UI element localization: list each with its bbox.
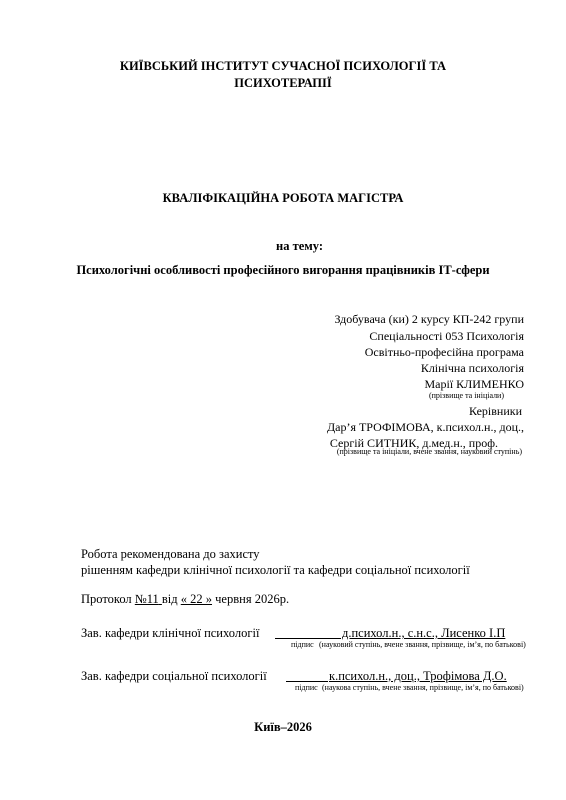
supervisor-1: Дар’я ТРОФІМОВА, к.психол.н., доц., <box>326 420 524 434</box>
head1-value: д.психол.н., с.н.с., Лисенко І.П <box>342 626 506 640</box>
protocol-from: від <box>161 592 178 606</box>
head1-label: Зав. кафедри клінічної психології <box>81 626 260 640</box>
supervisor-2: Сергій СИТНИК, д.мед.н., проф. <box>329 436 498 450</box>
student-program-name: Клінічна психологія <box>420 361 524 375</box>
thesis-topic: Психологічні особливості професійного вигорання працівників ІТ-сфери <box>76 263 490 277</box>
student-program: Освітньо-професійна програма <box>364 345 524 359</box>
head2-sign-hint: підпис <box>295 683 318 692</box>
recommendation-line1: Робота рекомендована до захисту <box>81 547 260 561</box>
head2-label: Зав. кафедри соціальної психології <box>81 669 267 683</box>
head2-signature-line <box>286 681 328 682</box>
institute-name-line2: ПСИХОТЕРАПІЇ <box>234 76 332 90</box>
recommendation-line2: рішенням кафедри клінічної психології та кафедри соціальної психології <box>81 563 470 577</box>
head2-value: к.психол.н., доц., Трофімова Д.О. <box>329 669 507 683</box>
student-specialty: Спеціальності 053 Психологія <box>369 329 524 343</box>
protocol-label: Протокол <box>81 592 132 606</box>
protocol-month-year: червня 2026р. <box>215 592 290 606</box>
supervisors-hint: (прізвище та ініціали, вчене звання, науковий ступінь) <box>336 447 522 456</box>
topic-label: на тему: <box>276 239 324 253</box>
protocol-day: « 22 » <box>180 592 213 606</box>
student-name: Марії КЛИМЕНКО <box>424 377 524 391</box>
head1-sign-hint: підпис <box>291 640 314 649</box>
student-name-hint: (прізвище та ініціали) <box>428 391 504 400</box>
head1-hint: (науковий ступінь, вчене звання, прізвище, ім’я, по батькові) <box>319 640 526 649</box>
head1-signature-line <box>275 638 341 639</box>
protocol-line <box>81 591 289 608</box>
student-course-group: Здобувача (ки) 2 курсу КП-242 групи <box>334 312 524 326</box>
protocol-number: №11 <box>134 592 159 606</box>
city-year: Київ–2026 <box>254 720 312 734</box>
head2-hint: (наукова ступінь, вчене звання, прізвище, ім’я, по батькові) <box>322 683 524 692</box>
institute-name-line1: КИЇВСЬКИЙ ІНСТИТУТ СУЧАСНОЇ ПСИХОЛОГІЇ ТА <box>119 59 447 73</box>
supervisors-label: Керівники <box>469 404 522 418</box>
work-type-title: КВАЛІФІКАЦІЙНА РОБОТА МАГІСТРА <box>162 191 404 205</box>
